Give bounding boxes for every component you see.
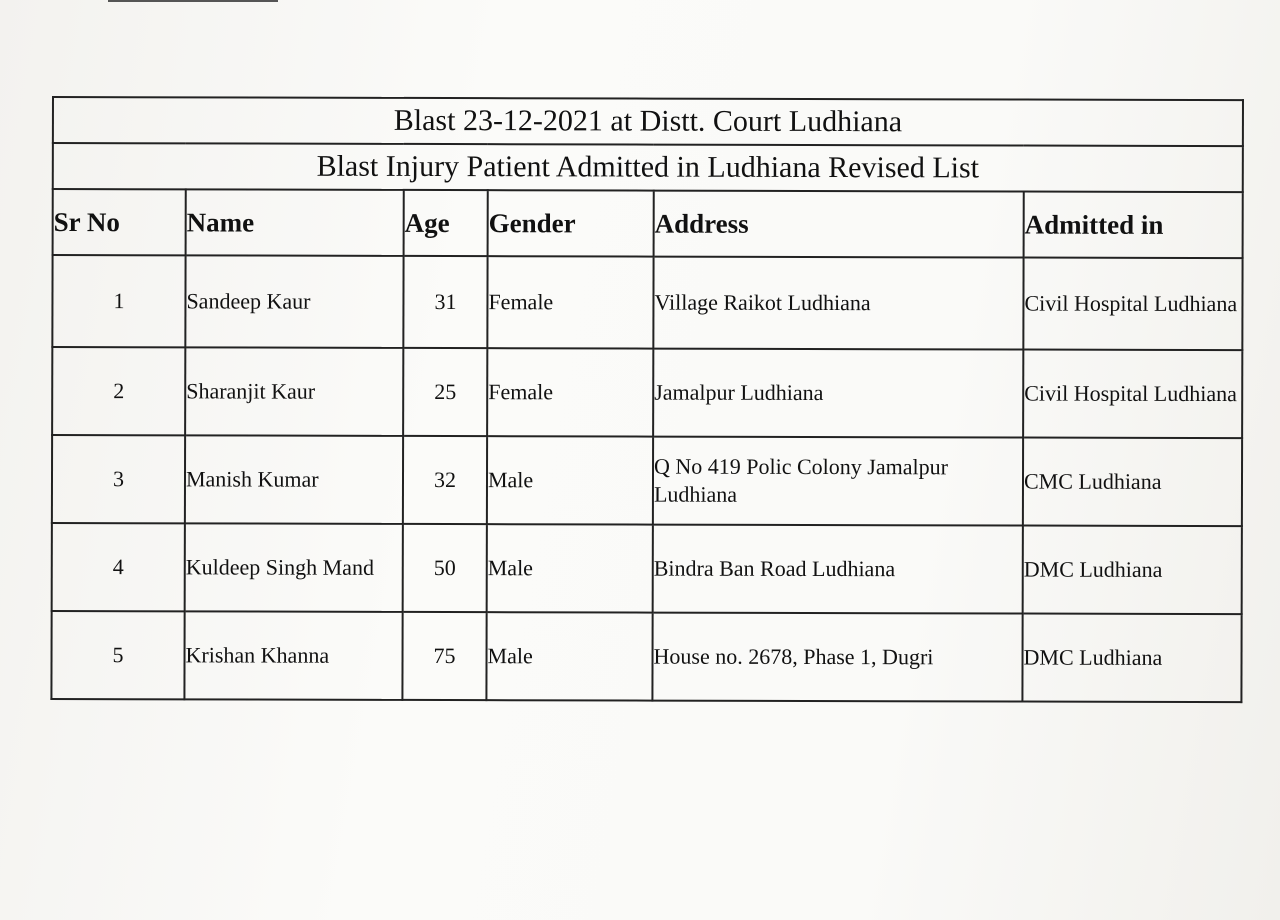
document-subtitle: Blast Injury Patient Admitted in Ludhiana Revised List [53,143,1243,192]
cell-age: 25 [403,348,487,436]
cell-address: Bindra Ban Road Ludhiana [653,525,1023,614]
header-sr-no: Sr No [53,189,186,255]
table-row [52,435,1242,526]
header-gender: Gender [488,190,654,256]
top-edge-line [108,0,278,2]
patient-table [50,96,1244,703]
cell-admitted-in: Civil Hospital Ludhiana [1023,258,1242,351]
table-row [51,611,1241,702]
cell-age: 50 [403,524,487,612]
cell-name: Krishan Khanna [184,611,402,700]
cell-name: Kuldeep Singh Mand [185,523,403,612]
cell-age: 31 [403,256,487,348]
cell-age: 75 [402,612,486,700]
cell-admitted-in: DMC Ludhiana [1023,526,1242,615]
table-row [52,255,1242,350]
header-name: Name [186,189,404,256]
table-header-row [53,189,1243,258]
cell-gender: Male [487,524,653,612]
cell-sr-no: 3 [52,435,185,523]
cell-address: Jamalpur Ludhiana [653,349,1023,438]
cell-gender: Male [486,612,652,700]
header-admitted-in: Admitted in [1024,192,1243,259]
cell-admitted-in: CMC Ludhiana [1023,438,1242,527]
cell-gender: Female [487,348,653,436]
cell-sr-no: 1 [52,255,185,347]
cell-age: 32 [403,436,487,524]
table-row [52,347,1242,438]
cell-name: Sharanjit Kaur [185,347,403,436]
table-row [52,523,1242,614]
cell-sr-no: 5 [51,611,184,699]
cell-name: Manish Kumar [185,435,403,524]
cell-gender: Female [487,256,653,348]
header-age: Age [404,190,488,256]
cell-name: Sandeep Kaur [185,255,403,348]
cell-sr-no: 4 [52,523,185,611]
cell-address: House no. 2678, Phase 1, Dugri [652,613,1022,702]
cell-address: Village Raikot Ludhiana [653,257,1023,350]
header-address: Address [654,191,1024,258]
cell-admitted-in: DMC Ludhiana [1022,614,1241,703]
cell-sr-no: 2 [52,347,185,435]
cell-admitted-in: Civil Hospital Ludhiana [1023,350,1242,439]
cell-gender: Male [487,436,653,524]
cell-address: Q No 419 Polic Colony Jamalpur Ludhiana [653,437,1023,526]
patient-list-sheet [50,96,1250,715]
document-title: Blast 23-12-2021 at Distt. Court Ludhiana [53,97,1243,146]
